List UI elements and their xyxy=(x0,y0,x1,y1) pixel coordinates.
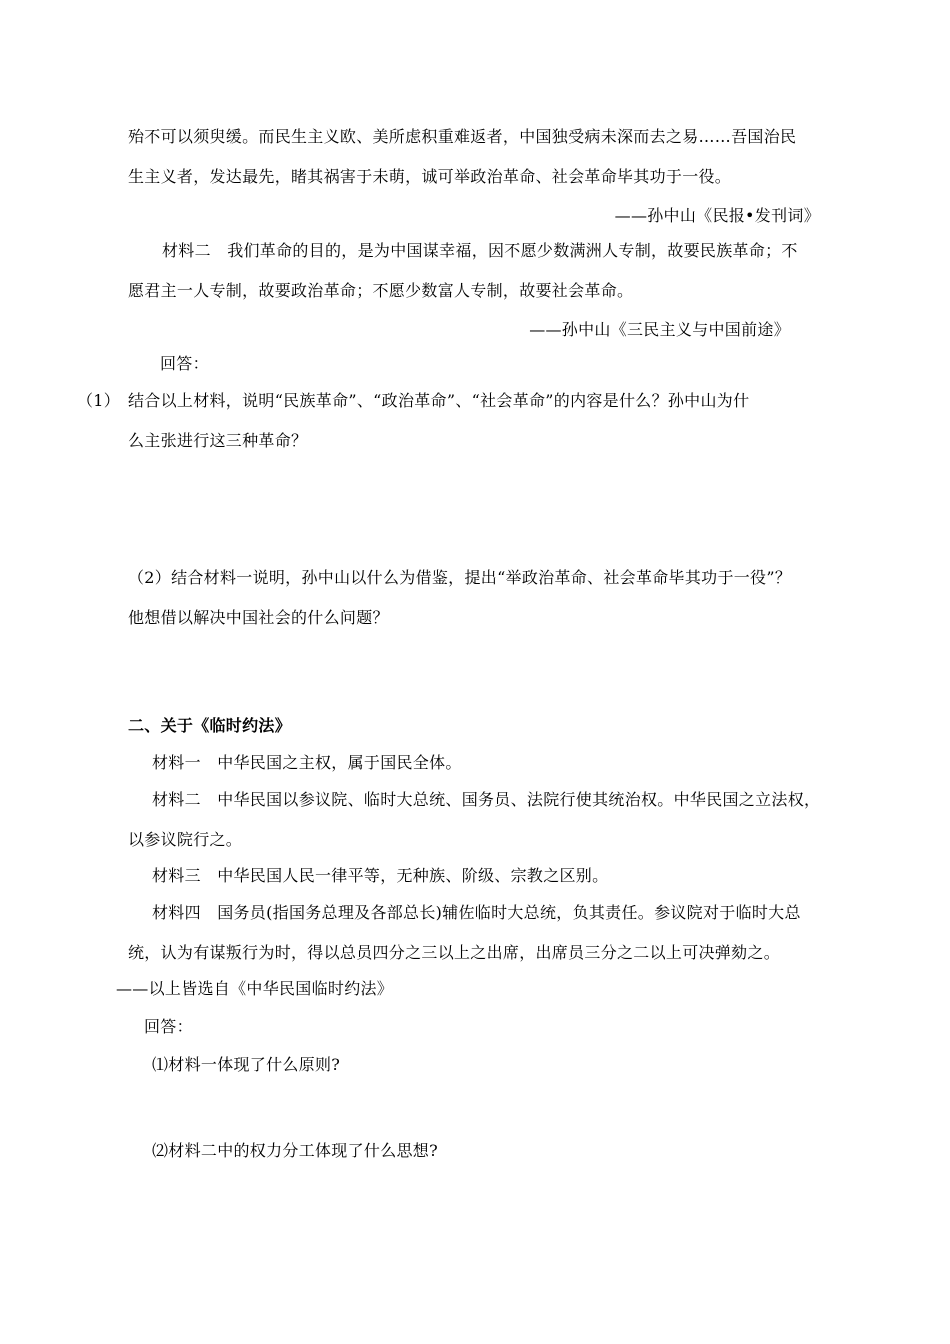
material1-continuation-line2: 生主义者，发达最先，睹其祸害于未萌，诚可举政治革命、社会革命毕其功于一役。 xyxy=(128,167,732,186)
part2-material2-line2: 以参议院行之。 xyxy=(128,830,243,849)
part2-material2-line1: 材料二 中华民国以参议院、临时大总统、国务员、法院行使其统治权。中华民国之立法权， xyxy=(152,790,821,809)
part2-material4-line2: 统，认为有谋叛行为时，得以总员四分之三以上之出席，出席员三分之二以上可决弹劾之。 xyxy=(128,943,781,962)
section-heading: 二、关于《临时约法》 xyxy=(128,716,292,735)
material1-source: ——孙中山《民报•发刊词》 xyxy=(614,206,820,225)
part1-q1-number: （1） xyxy=(77,391,121,410)
part2-material4-line1: 材料四 国务员(指国务总理及各部总长)辅佐临时大总统，负其责任。参议院对于临时大总 xyxy=(152,903,801,922)
part1-q2-line2: 他想借以解决中国社会的什么问题？ xyxy=(128,608,389,627)
part2-source: ——以上皆选自《中华民国临时约法》 xyxy=(116,979,394,998)
part1-material2-source: ——孙中山《三民主义与中国前途》 xyxy=(529,320,790,339)
part2-q2: ⑵材料二中的权力分工体现了什么思想? xyxy=(152,1141,438,1160)
part2-material3: 材料三 中华民国人民一律平等，无种族、阶级、宗教之区别。 xyxy=(152,866,609,885)
part1-material2-line2: 愿君主一人专制，故要政治革命；不愿少数富人专制，故要社会革命。 xyxy=(128,281,634,300)
part1-answer-label: 回答： xyxy=(160,354,209,373)
part2-material1: 材料一 中华民国之主权，属于国民全体。 xyxy=(152,753,462,772)
part2-answer-label: 回答： xyxy=(144,1017,193,1036)
part1-q1-line1: 结合以上材料，说明“民族革命”、“政治革命”、“社会革命”的内容是什么？孙中山为什 xyxy=(128,391,750,410)
part1-material2-line1: 材料二 我们革命的目的，是为中国谋幸福，因不愿少数满洲人专制，故要民族革命；不 xyxy=(162,241,798,260)
part1-q1-line2: 么主张进行这三种革命？ xyxy=(128,431,308,450)
part2-q1: ⑴材料一体现了什么原则? xyxy=(152,1055,341,1074)
material1-continuation-line1: 殆不可以须臾缓。而民生主义欧、美所虑积重难返者，中国独受病未深而去之易……吾国治民 xyxy=(128,127,797,146)
part1-q2-line1: （2）结合材料一说明，孙中山以什么为借鉴，提出“举政治革命、社会革命毕其功于一役”？ xyxy=(128,568,792,587)
